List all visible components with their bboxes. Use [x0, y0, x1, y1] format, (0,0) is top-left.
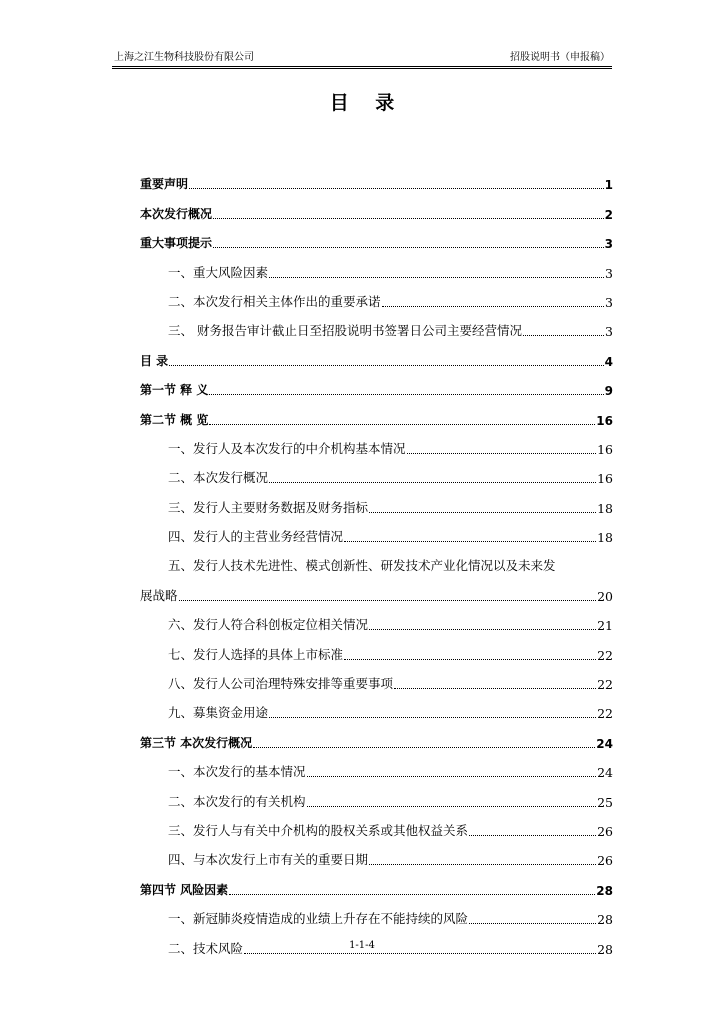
- toc-page-number: 26: [597, 823, 613, 839]
- toc-entry-text: 三、发行人与有关中介机构的股权关系或其他权益关系: [168, 822, 469, 838]
- toc-entry-text: 第三节 本次发行概况: [140, 735, 253, 750]
- toc-entry[interactable]: [140, 604, 613, 633]
- dot-leader: [213, 247, 604, 248]
- toc-entry-text: 第一节 释 义: [140, 383, 209, 398]
- toc-page-number: 16: [597, 471, 613, 487]
- toc-entry-text: 四、与本次发行上市有关的重要日期: [168, 852, 369, 868]
- toc-page-number: 28: [596, 883, 613, 898]
- dot-leader: [307, 776, 597, 777]
- toc-page-number: 18: [597, 500, 613, 516]
- dot-leader: [523, 335, 604, 336]
- toc-entry[interactable]: [140, 839, 613, 868]
- page-header: [112, 50, 612, 67]
- dot-leader: [394, 688, 596, 689]
- dot-leader: [307, 806, 597, 807]
- toc-page-number: 22: [597, 677, 613, 693]
- toc-entry-text: 目 录: [140, 353, 169, 368]
- dot-leader: [269, 482, 596, 483]
- toc-page-number: 20: [597, 588, 613, 604]
- toc-page-number: 25: [597, 794, 613, 810]
- dot-leader: [253, 747, 595, 748]
- toc-entry-text: 第二节 概 览: [140, 412, 209, 427]
- dot-leader: [229, 894, 595, 895]
- toc-entry-text: 二、本次发行的有关机构: [168, 793, 306, 809]
- toc-entry-text: 一、重大风险因素: [168, 264, 269, 280]
- toc-entry[interactable]: [140, 486, 613, 515]
- toc-entry[interactable]: [140, 310, 613, 339]
- toc-entry[interactable]: [140, 721, 613, 750]
- toc-entry-text: 三、 财务报告审计截止日至招股说明书签署日公司主要经营情况: [168, 323, 522, 339]
- toc-entry-text: 展战略: [140, 587, 178, 603]
- toc-page-number: 4: [604, 354, 613, 369]
- toc-entry[interactable]: [140, 898, 613, 927]
- toc-entry[interactable]: [140, 369, 613, 398]
- toc-page-number: 9: [604, 384, 613, 399]
- toc-entry-text: 二、本次发行概况: [168, 470, 269, 486]
- toc-page-number: 3: [605, 265, 613, 281]
- toc-entry-text: 本次发行概况: [140, 206, 213, 221]
- toc-entry-text: 一、发行人及本次发行的中介机构基本情况: [168, 440, 406, 456]
- toc-page-number: 3: [605, 324, 613, 340]
- toc-page-number: 28: [597, 941, 613, 957]
- toc-entry-text: 七、发行人选择的具体上市标准: [168, 646, 344, 662]
- toc-page-number: 3: [604, 237, 613, 252]
- toc-page-number: 18: [597, 530, 613, 546]
- toc-page-number: 24: [597, 765, 613, 781]
- dot-leader: [209, 394, 603, 395]
- toc-page-number: 2: [604, 207, 613, 222]
- toc-entry[interactable]: [140, 692, 613, 721]
- dot-leader: [382, 306, 605, 307]
- toc-page-number: 22: [597, 647, 613, 663]
- toc-entry-text: 二、本次发行相关主体作出的重要承诺: [168, 293, 381, 309]
- dot-leader: [244, 953, 596, 954]
- toc-entry-text: 九、募集资金用途: [168, 705, 269, 721]
- toc-entry-text: 重大事项提示: [140, 236, 213, 251]
- toc-entry[interactable]: [140, 633, 613, 662]
- dot-leader: [407, 453, 597, 454]
- dot-leader: [209, 424, 595, 425]
- page-title: 目 录: [329, 92, 405, 114]
- dot-leader: [213, 218, 604, 219]
- toc-entry-text: 八、发行人公司治理特殊安排等重要事项: [168, 676, 394, 692]
- toc-page-number: 22: [597, 706, 613, 722]
- toc-entry-text: 一、新冠肺炎疫情造成的业绩上升存在不能持续的风险: [168, 911, 469, 927]
- toc-page-number: 28: [597, 912, 613, 928]
- dot-leader: [344, 541, 596, 542]
- dot-leader: [269, 277, 604, 278]
- dot-leader: [369, 629, 596, 630]
- toc-entry[interactable]: [140, 339, 613, 368]
- dot-leader: [369, 864, 596, 865]
- toc-page-number: 3: [605, 294, 613, 310]
- toc-page-number: 1: [604, 178, 613, 193]
- toc-page-number: 21: [597, 618, 613, 634]
- dot-leader: [369, 512, 596, 513]
- toc-entry[interactable]: [140, 457, 613, 486]
- dot-leader: [269, 717, 596, 718]
- toc-entry-text: 第四节 风险因素: [140, 882, 229, 897]
- toc-entry[interactable]: [140, 192, 613, 221]
- toc-entry-text: 二、技术风险: [168, 940, 244, 956]
- dot-leader: [469, 923, 596, 924]
- toc-entry[interactable]: [140, 810, 613, 839]
- toc-entry[interactable]: [140, 780, 613, 809]
- table-of-contents: [140, 163, 613, 957]
- toc-entry[interactable]: [140, 398, 613, 427]
- toc-entry-text: 五、发行人技术先进性、模式创新性、研发技术产业化情况以及未来发: [168, 558, 556, 574]
- toc-entry[interactable]: [140, 751, 613, 780]
- toc-entry[interactable]: [140, 222, 613, 251]
- header-document-title: 招股说明书（申报稿）: [510, 52, 610, 63]
- header-company-name: 上海之江生物科技股份有限公司: [114, 52, 254, 63]
- toc-entry[interactable]: [140, 516, 613, 545]
- toc-page-number: 24: [596, 736, 613, 751]
- toc-entry[interactable]: [140, 428, 613, 457]
- toc-entry[interactable]: [140, 663, 613, 692]
- toc-entry-text: 三、发行人主要财务数据及财务指标: [168, 499, 369, 515]
- page-number: 1-1-4: [349, 940, 375, 951]
- toc-entry[interactable]: [140, 574, 613, 603]
- dot-leader: [169, 365, 603, 366]
- toc-entry-text: 重要声明: [140, 177, 189, 192]
- toc-entry-text: 一、本次发行的基本情况: [168, 764, 306, 780]
- toc-entry-text: 六、发行人符合科创板定位相关情况: [168, 617, 369, 633]
- toc-page-number: 26: [597, 853, 613, 869]
- toc-entry[interactable]: [140, 281, 613, 310]
- dot-leader: [344, 659, 596, 660]
- toc-entry-text: 四、发行人的主营业务经营情况: [168, 529, 344, 545]
- toc-page-number: 16: [596, 413, 613, 428]
- dot-leader: [469, 835, 596, 836]
- toc-entry[interactable]: [140, 868, 613, 897]
- toc-entry[interactable]: [140, 251, 613, 280]
- toc-entry-line[interactable]: [140, 545, 613, 574]
- dot-leader: [189, 188, 604, 189]
- dot-leader: [179, 600, 597, 601]
- toc-entry[interactable]: [140, 163, 613, 192]
- toc-page-number: 16: [597, 441, 613, 457]
